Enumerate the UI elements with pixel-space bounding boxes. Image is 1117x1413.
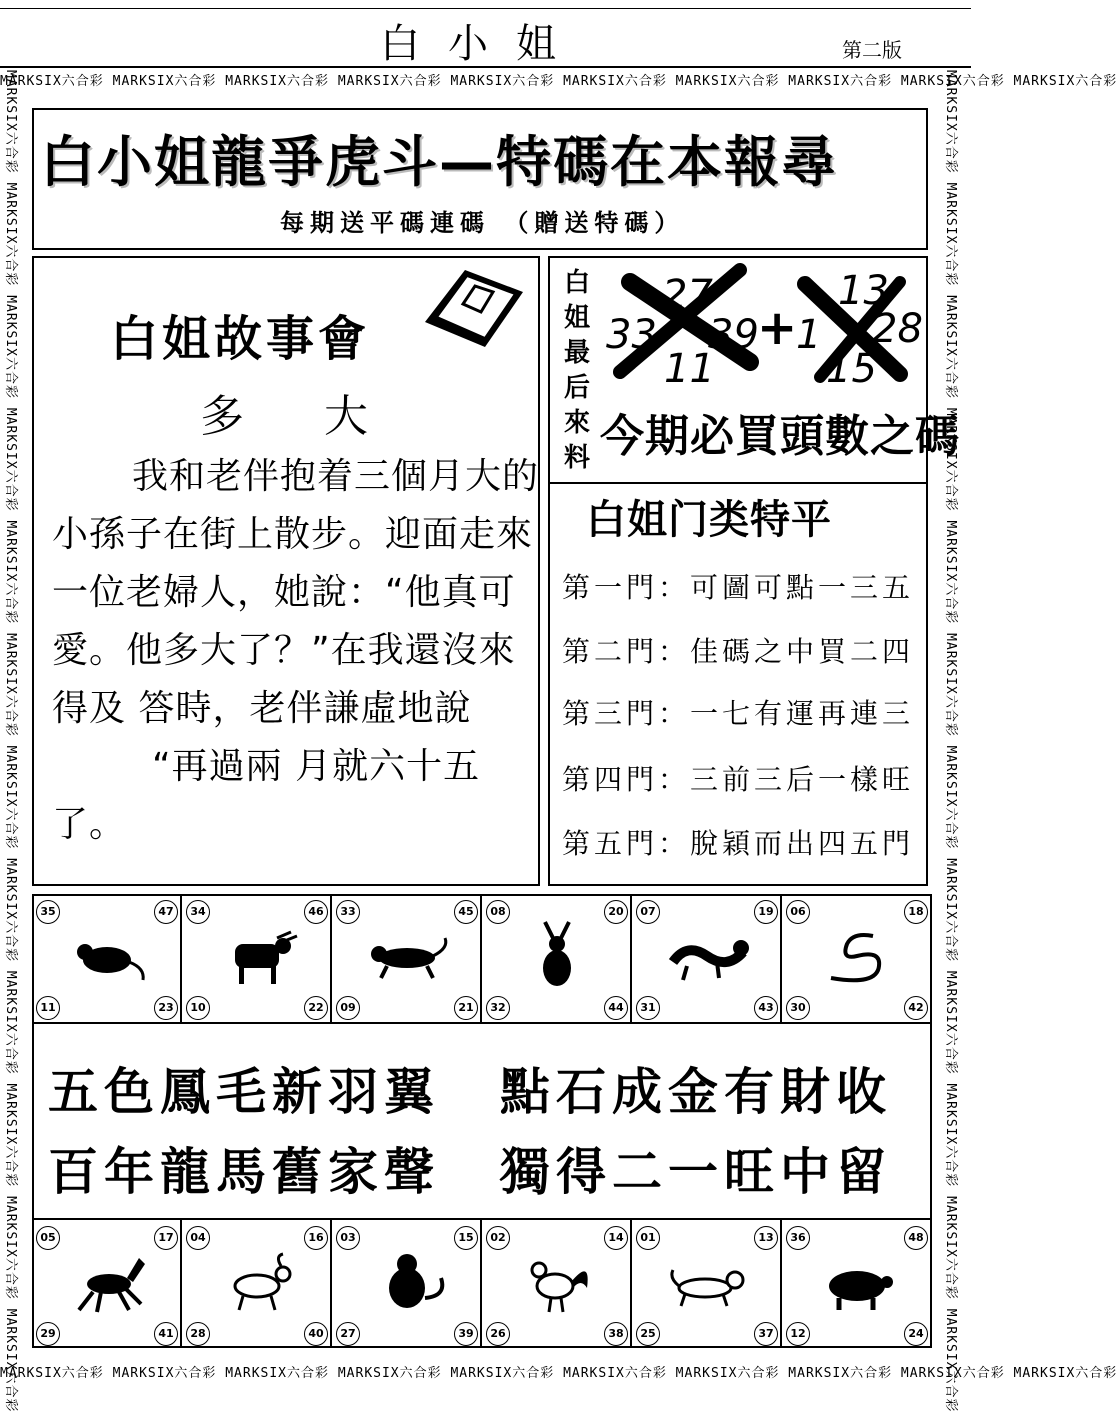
plus-sign: +: [757, 300, 798, 356]
poem-line: 五色鳳毛新羽翼: [48, 1063, 440, 1121]
number-badge: 02: [486, 1226, 510, 1250]
number-badge: 22: [304, 996, 328, 1020]
zodiac-cell-pig: [782, 1220, 932, 1348]
number-badge: 05: [36, 1226, 60, 1250]
horse-icon: [67, 1248, 147, 1318]
edition-label: 第二版: [842, 38, 902, 62]
number-badge: 19: [754, 900, 778, 924]
number-badge: 12: [786, 1322, 810, 1346]
number-badge: 38: [604, 1322, 628, 1346]
goat-icon: [217, 1248, 297, 1318]
number-badge: 26: [486, 1322, 510, 1346]
number-badge: 41: [154, 1322, 178, 1346]
number-badge: 25: [636, 1322, 660, 1346]
snake-icon: [817, 922, 897, 992]
number-badge: 30: [786, 996, 810, 1020]
story-title: 白姐故事會: [110, 311, 371, 367]
header-bottom-rule: [0, 66, 971, 68]
zodiac-cell-ox: [182, 894, 332, 1022]
number-badge: 14: [604, 1226, 628, 1250]
number-badge: 06: [786, 900, 810, 924]
number-badge: 23: [154, 996, 178, 1020]
number-badge: 35: [36, 900, 60, 924]
number-badge: 17: [154, 1226, 178, 1250]
number-badge: 47: [154, 900, 178, 924]
number-badge: 21: [454, 996, 478, 1020]
page-title: 白小姐: [380, 21, 584, 67]
zodiac-cell-rabbit: [482, 894, 632, 1022]
number-badge: 08: [486, 900, 510, 924]
poem-line: 點石成金有財收: [500, 1063, 892, 1121]
zodiac-cell-dragon: [632, 894, 782, 1022]
zodiac-cell-rat: [32, 894, 182, 1022]
story-paragraph: 我和老伴抱着三個月大的小孫子在街上散步。迎面走來一位老婦人，她說：“他真可愛。他多大了？”在我還沒來得及 答時，老伴謙虛地說: [52, 456, 540, 729]
zodiac-row-top: [32, 894, 932, 1024]
story-subtitle: 多大: [200, 391, 448, 442]
zodiac-cell-goat: [182, 1220, 332, 1348]
zodiac-cell-snake: [782, 894, 932, 1022]
number-badge: 34: [186, 900, 210, 924]
number-badge: 39: [454, 1322, 478, 1346]
poem-line: 獨得二一旺中留: [500, 1143, 892, 1201]
number-badge: 32: [486, 996, 510, 1020]
rat-icon: [67, 922, 147, 992]
gate-text: 可圖可點一三五: [690, 571, 915, 604]
gate-text: 脫穎而出四五門: [690, 827, 915, 860]
number-badge: 13: [754, 1226, 778, 1250]
gate-text: 三前三后一樣旺: [690, 763, 915, 796]
zodiac-cell-dog: [632, 1220, 782, 1348]
number-badge: 48: [904, 1226, 928, 1250]
rabbit-icon: [517, 922, 597, 992]
number-badge: 37: [754, 1322, 778, 1346]
gate-row: 第一門：可圖可點一三五: [562, 571, 915, 604]
gate-label: 第三門: [562, 697, 659, 730]
rooster-icon: [517, 1248, 597, 1318]
watermark-strip-top: MARKSIX六合彩 MARKSIX六合彩 MARKSIX六合彩 MARKSIX六合彩 MARKSIX六合彩 MARKSIX六合彩 MARKSIX六合彩 MARKSIX六合彩 MARKSIX六合彩 MARKSIX六合彩: [0, 74, 1117, 89]
gate-label: 第二門: [562, 635, 659, 668]
number-badge: 07: [636, 900, 660, 924]
latest-label: 白姐最后來料: [563, 268, 590, 473]
gate-label: 第五門: [562, 827, 659, 860]
dragon-icon: [667, 922, 747, 992]
number-badge: 31: [636, 996, 660, 1020]
header-top-rule: [0, 8, 971, 9]
number-badge: 40: [304, 1322, 328, 1346]
number-badge: 45: [454, 900, 478, 924]
poem-line: 百年龍馬舊家聲: [48, 1143, 440, 1201]
number-badge: 43: [754, 996, 778, 1020]
zodiac-row-bottom: [32, 1218, 932, 1348]
latest-number: 27: [662, 272, 713, 318]
number-badge: 29: [36, 1322, 60, 1346]
gate-text: 一七有運再連三: [690, 697, 915, 730]
number-badge: 36: [786, 1226, 810, 1250]
pig-icon: [817, 1248, 897, 1318]
number-badge: 27: [336, 1322, 360, 1346]
latest-number: 39: [708, 312, 759, 358]
watermark-strip-bottom: MARKSIX六合彩 MARKSIX六合彩 MARKSIX六合彩 MARKSIX六合彩 MARKSIX六合彩 MARKSIX六合彩 MARKSIX六合彩 MARKSIX六合彩 MARKSIX六合彩 MARKSIX六合彩: [0, 1366, 1117, 1381]
story-body: [52, 448, 542, 854]
number-badge: 46: [304, 900, 328, 924]
number-badge: 04: [186, 1226, 210, 1250]
zodiac-cell-tiger: [332, 894, 482, 1022]
number-badge: 18: [904, 900, 928, 924]
zodiac-cell-rooster: [482, 1220, 632, 1348]
number-badge: 11: [36, 996, 60, 1020]
must-buy-caption: 今期必買頭數之碼: [600, 411, 960, 462]
number-badge: 28: [186, 1322, 210, 1346]
latest-number: 1: [796, 312, 822, 358]
zodiac-cell-monkey: [332, 1220, 482, 1348]
latest-number: 15: [826, 346, 877, 392]
number-badge: 09: [336, 996, 360, 1020]
gate-label: 第四門: [562, 763, 659, 796]
latest-number: 28: [872, 306, 923, 352]
gate-label: 第一門: [562, 571, 659, 604]
gate-text: 佳碼之中買二四: [690, 635, 915, 668]
number-badge: 44: [604, 996, 628, 1020]
number-badge: 15: [454, 1226, 478, 1250]
number-badge: 01: [636, 1226, 660, 1250]
monkey-icon: [367, 1248, 447, 1318]
number-badge: 42: [904, 996, 928, 1020]
latest-number: 13: [838, 268, 889, 314]
gate-row: 第四門：三前三后一樣旺: [562, 763, 915, 796]
gate-row: 第三門：一七有運再連三: [562, 697, 915, 730]
number-badge: 10: [186, 996, 210, 1020]
latest-number: 11: [664, 346, 715, 392]
ox-icon: [217, 922, 297, 992]
story-paragraph: “再過兩 月就六十五了。: [52, 746, 481, 845]
zodiac-cell-horse: [32, 1220, 182, 1348]
number-badge: 20: [604, 900, 628, 924]
number-badge: 16: [304, 1226, 328, 1250]
gate-row: 第二門：佳碼之中買二四: [562, 635, 915, 668]
tiger-icon: [367, 922, 447, 992]
watermark-strip-right: MARKSIX六合彩 MARKSIX六合彩 MARKSIX六合彩 MARKSIX六合彩 MARKSIX六合彩 MARKSIX六合彩 MARKSIX六合彩 MARKSIX六合彩 MARKSIX六合彩 MARKSIX六合彩 MARKSIX六合彩 MARKSIX六合彩: [943, 70, 958, 1413]
headline: 白小姐龍爭虎斗—特碼在本報尋: [40, 130, 839, 194]
dog-icon: [667, 1248, 747, 1318]
gates-title: 白姐门类特平: [586, 497, 832, 543]
number-badge: 03: [336, 1226, 360, 1250]
book-icon: [415, 262, 525, 352]
number-badge: 24: [904, 1322, 928, 1346]
watermark-strip-left: MARKSIX六合彩 MARKSIX六合彩 MARKSIX六合彩 MARKSIX六合彩 MARKSIX六合彩 MARKSIX六合彩 MARKSIX六合彩 MARKSIX六合彩 MARKSIX六合彩 MARKSIX六合彩 MARKSIX六合彩 MARKSIX六合彩: [3, 70, 18, 1413]
subline: 每期送平碼連碼 （贈送特碼）: [280, 209, 685, 237]
gate-row: 第五門：脫穎而出四五門: [562, 827, 915, 860]
latest-number: 33: [606, 312, 657, 358]
number-badge: 33: [336, 900, 360, 924]
